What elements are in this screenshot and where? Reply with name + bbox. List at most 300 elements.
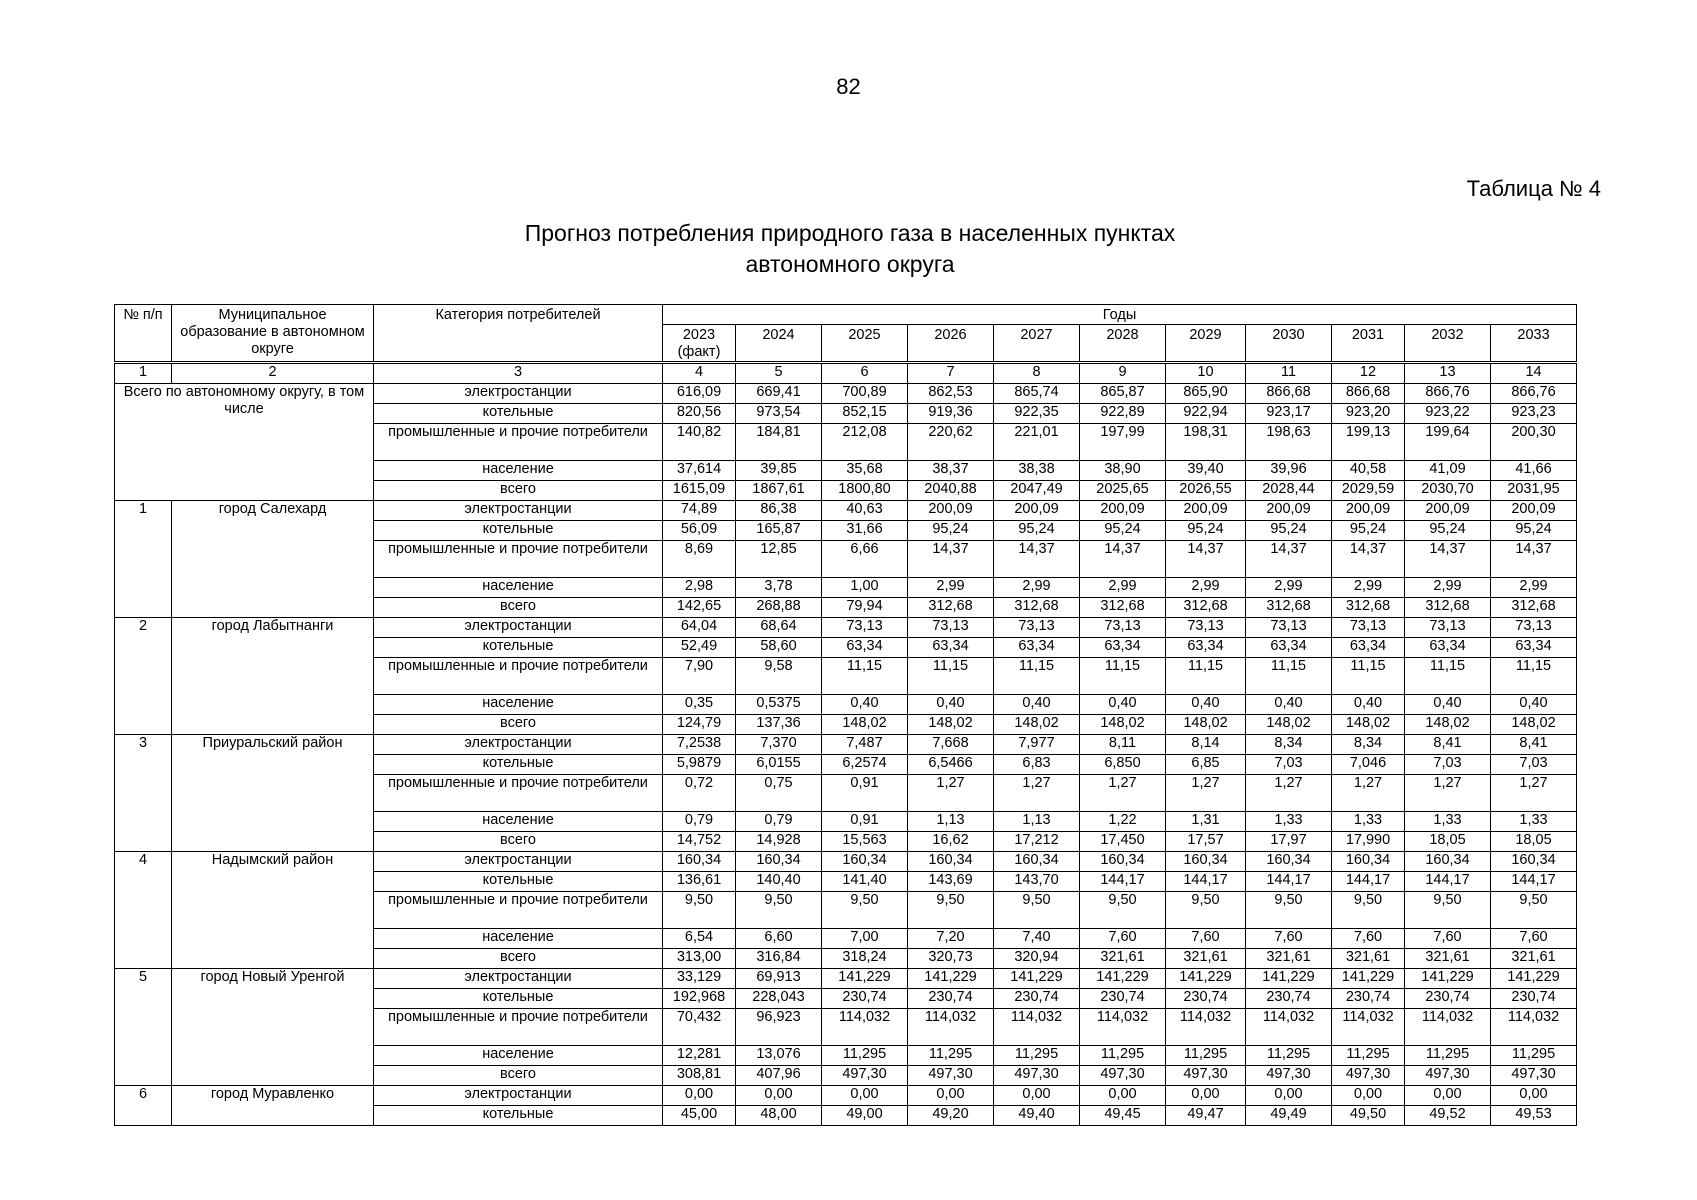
value-cell: 2029,59 [1332,481,1405,501]
value-cell: 8,14 [1166,735,1246,755]
value-cell: 160,34 [736,852,822,872]
value-cell: 2,99 [1405,578,1491,598]
value-cell: 8,34 [1246,735,1332,755]
column-number: 10 [1166,363,1246,384]
value-cell: 1,33 [1246,812,1332,832]
value-cell: 321,61 [1080,949,1166,969]
value-cell: 39,40 [1166,461,1246,481]
value-cell: 141,229 [1332,969,1405,989]
value-cell: 2028,44 [1246,481,1332,501]
value-cell: 497,30 [1166,1066,1246,1086]
value-cell: 200,09 [908,501,994,521]
table-row [115,852,1577,872]
value-cell: 14,37 [1246,541,1332,578]
value-cell: 1,27 [1166,775,1246,812]
value-cell: 114,032 [1246,1009,1332,1046]
value-cell: 7,03 [1491,755,1577,775]
value-cell: 862,53 [908,384,994,404]
value-cell: 0,00 [994,1086,1080,1106]
value-cell: 160,34 [1246,852,1332,872]
value-cell: 616,09 [663,384,736,404]
value-cell: 114,032 [994,1009,1080,1046]
value-cell: 148,02 [1405,715,1491,735]
value-cell: 2,99 [1491,578,1577,598]
value-cell: 497,30 [1491,1066,1577,1086]
value-cell: 0,40 [1332,695,1405,715]
value-cell: 160,34 [663,852,736,872]
value-cell: 33,129 [663,969,736,989]
value-cell: 9,58 [736,658,822,695]
value-cell: 9,50 [663,892,736,929]
value-cell: 0,35 [663,695,736,715]
column-number-row [115,363,1577,384]
value-cell: 923,23 [1491,404,1577,424]
value-cell: 228,043 [736,989,822,1009]
value-cell: 142,65 [663,598,736,618]
value-cell: 1,31 [1166,812,1246,832]
value-cell: 73,13 [1405,618,1491,638]
group-name: город Лабытнанги [172,618,374,735]
value-cell: 1867,61 [736,481,822,501]
value-cell: 37,614 [663,461,736,481]
value-cell: 48,00 [736,1106,822,1126]
value-cell: 49,47 [1166,1106,1246,1126]
table-row [115,618,1577,638]
value-cell: 1,13 [908,812,994,832]
value-cell: 200,09 [1491,501,1577,521]
value-cell: 268,88 [736,598,822,618]
value-cell: 320,94 [994,949,1080,969]
value-cell: 230,74 [908,989,994,1009]
value-cell: 0,00 [1405,1086,1491,1106]
value-cell: 9,50 [1491,892,1577,929]
value-cell: 114,032 [1332,1009,1405,1046]
value-cell: 2030,70 [1405,481,1491,501]
value-cell: 148,02 [908,715,994,735]
value-cell: 6,54 [663,929,736,949]
value-cell: 141,229 [994,969,1080,989]
value-cell: 11,15 [822,658,908,695]
value-cell: 1,27 [1332,775,1405,812]
value-cell: 14,37 [1080,541,1166,578]
header-year-10 [1491,325,1577,363]
value-cell: 220,62 [908,424,994,461]
value-cell: 1,27 [908,775,994,812]
value-cell: 7,046 [1332,755,1405,775]
value-cell: 200,09 [1080,501,1166,521]
value-cell: 38,37 [908,461,994,481]
value-cell: 2047,49 [994,481,1080,501]
value-cell: 49,45 [1080,1106,1166,1126]
value-cell: 866,76 [1405,384,1491,404]
value-cell: 15,563 [822,832,908,852]
value-cell: 8,69 [663,541,736,578]
value-cell: 0,40 [994,695,1080,715]
value-cell: 497,30 [994,1066,1080,1086]
column-number: 12 [1332,363,1405,384]
value-cell: 308,81 [663,1066,736,1086]
value-cell: 148,02 [1080,715,1166,735]
value-cell: 230,74 [822,989,908,1009]
value-cell: 45,00 [663,1106,736,1126]
table-body [115,363,1577,1126]
value-cell: 95,24 [908,521,994,541]
value-cell: 18,05 [1491,832,1577,852]
value-cell: 148,02 [822,715,908,735]
value-cell: 2026,55 [1166,481,1246,501]
value-cell: 73,13 [994,618,1080,638]
value-cell: 39,96 [1246,461,1332,481]
value-cell: 497,30 [1246,1066,1332,1086]
value-cell: 11,295 [1332,1046,1405,1066]
group-name: Надымский район [172,852,374,969]
column-number: 4 [663,363,736,384]
consumer-category: всего [374,481,663,501]
value-cell: 17,212 [994,832,1080,852]
consumer-category: население [374,461,663,481]
consumer-category: промышленные и прочие потребители [374,424,663,461]
value-cell: 2,98 [663,578,736,598]
value-cell: 68,64 [736,618,822,638]
value-cell: 11,15 [1491,658,1577,695]
value-cell: 114,032 [908,1009,994,1046]
value-cell: 14,752 [663,832,736,852]
value-cell: 14,37 [1332,541,1405,578]
value-cell: 73,13 [1166,618,1246,638]
value-cell: 9,50 [1332,892,1405,929]
value-cell: 13,076 [736,1046,822,1066]
value-cell: 6,83 [994,755,1080,775]
header-municipality: Муниципальное образование в автономном округе [172,305,374,363]
value-cell: 1800,80 [822,481,908,501]
value-cell: 200,09 [1405,501,1491,521]
value-cell: 1,33 [1491,812,1577,832]
header-year-label: 2033 [1517,327,1550,343]
value-cell: 124,79 [663,715,736,735]
value-cell: 497,30 [908,1066,994,1086]
header-year-6 [1166,325,1246,363]
value-cell: 1615,09 [663,481,736,501]
value-cell: 0,40 [822,695,908,715]
value-cell: 144,17 [1166,872,1246,892]
consumer-category: электростанции [374,501,663,521]
value-cell: 41,09 [1405,461,1491,481]
header-num: № п/п [115,305,172,363]
value-cell: 141,229 [822,969,908,989]
consumer-category: промышленные и прочие потребители [374,541,663,578]
value-cell: 148,02 [994,715,1080,735]
value-cell: 9,50 [908,892,994,929]
header-year-note: (факт) [677,344,721,360]
consumer-category: котельные [374,872,663,892]
value-cell: 18,05 [1405,832,1491,852]
value-cell: 866,68 [1332,384,1405,404]
value-cell: 79,94 [822,598,908,618]
value-cell: 973,54 [736,404,822,424]
value-cell: 0,40 [1166,695,1246,715]
value-cell: 865,90 [1166,384,1246,404]
value-cell: 11,295 [822,1046,908,1066]
value-cell: 11,295 [908,1046,994,1066]
value-cell: 320,73 [908,949,994,969]
value-cell: 140,82 [663,424,736,461]
value-cell: 0,00 [736,1086,822,1106]
value-cell: 923,17 [1246,404,1332,424]
value-cell: 6,60 [736,929,822,949]
value-cell: 0,40 [1080,695,1166,715]
value-cell: 2031,95 [1491,481,1577,501]
value-cell: 35,68 [822,461,908,481]
value-cell: 7,60 [1332,929,1405,949]
value-cell: 49,20 [908,1106,994,1126]
value-cell: 41,66 [1491,461,1577,481]
value-cell: 7,668 [908,735,994,755]
consumer-category: население [374,929,663,949]
value-cell: 7,60 [1080,929,1166,949]
gas-consumption-table [114,304,1577,1126]
value-cell: 407,96 [736,1066,822,1086]
value-cell: 140,40 [736,872,822,892]
value-cell: 7,03 [1246,755,1332,775]
value-cell: 0,40 [1491,695,1577,715]
value-cell: 95,24 [1332,521,1405,541]
consumer-category: население [374,578,663,598]
value-cell: 49,50 [1332,1106,1405,1126]
value-cell: 230,74 [1166,989,1246,1009]
consumer-category: всего [374,832,663,852]
value-cell: 63,34 [994,638,1080,658]
value-cell: 0,40 [1246,695,1332,715]
value-cell: 922,35 [994,404,1080,424]
header-row [115,305,1577,325]
value-cell: 312,68 [1080,598,1166,618]
value-cell: 73,13 [822,618,908,638]
value-cell: 12,85 [736,541,822,578]
group-number: 6 [115,1086,172,1126]
value-cell: 12,281 [663,1046,736,1066]
value-cell: 1,27 [1491,775,1577,812]
value-cell: 312,68 [1491,598,1577,618]
value-cell: 2,99 [994,578,1080,598]
column-number: 7 [908,363,994,384]
value-cell: 865,87 [1080,384,1166,404]
value-cell: 63,34 [1491,638,1577,658]
value-cell: 7,2538 [663,735,736,755]
value-cell: 866,76 [1491,384,1577,404]
value-cell: 95,24 [1166,521,1246,541]
value-cell: 820,56 [663,404,736,424]
value-cell: 497,30 [1405,1066,1491,1086]
value-cell: 49,52 [1405,1106,1491,1126]
value-cell: 148,02 [1246,715,1332,735]
header-year-2 [822,325,908,363]
value-cell: 497,30 [1080,1066,1166,1086]
value-cell: 95,24 [1246,521,1332,541]
value-cell: 73,13 [1080,618,1166,638]
value-cell: 7,90 [663,658,736,695]
value-cell: 200,09 [1332,501,1405,521]
value-cell: 230,74 [1405,989,1491,1009]
consumer-category: промышленные и прочие потребители [374,892,663,929]
value-cell: 114,032 [1491,1009,1577,1046]
value-cell: 212,08 [822,424,908,461]
value-cell: 58,60 [736,638,822,658]
value-cell: 95,24 [1405,521,1491,541]
value-cell: 11,15 [1080,658,1166,695]
value-cell: 11,15 [1405,658,1491,695]
value-cell: 148,02 [1332,715,1405,735]
value-cell: 1,27 [1080,775,1166,812]
value-cell: 1,00 [822,578,908,598]
value-cell: 312,68 [908,598,994,618]
table-row [115,384,1577,404]
value-cell: 11,15 [908,658,994,695]
value-cell: 114,032 [1080,1009,1166,1046]
value-cell: 144,17 [1080,872,1166,892]
column-number: 14 [1491,363,1577,384]
value-cell: 312,68 [994,598,1080,618]
value-cell: 312,68 [1332,598,1405,618]
header-year-label: 2031 [1351,327,1385,343]
value-cell: 52,49 [663,638,736,658]
value-cell: 11,295 [1246,1046,1332,1066]
group-number: 5 [115,969,172,1086]
value-cell: 7,487 [822,735,908,755]
column-number: 5 [736,363,822,384]
value-cell: 63,34 [1246,638,1332,658]
value-cell: 137,36 [736,715,822,735]
value-cell: 7,20 [908,929,994,949]
header-year-9 [1405,325,1491,363]
header-year-label: 2026 [934,327,967,343]
value-cell: 852,15 [822,404,908,424]
value-cell: 312,68 [1166,598,1246,618]
header-category: Категория потребителей [374,305,663,363]
value-cell: 14,37 [1166,541,1246,578]
consumer-category: электростанции [374,1086,663,1106]
value-cell: 11,295 [1080,1046,1166,1066]
value-cell: 230,74 [994,989,1080,1009]
value-cell: 9,50 [1246,892,1332,929]
value-cell: 0,00 [908,1086,994,1106]
value-cell: 70,432 [663,1009,736,1046]
value-cell: 922,94 [1166,404,1246,424]
value-cell: 16,62 [908,832,994,852]
value-cell: 14,37 [908,541,994,578]
value-cell: 56,09 [663,521,736,541]
header-year-label: 2024 [762,327,795,343]
value-cell: 11,295 [1491,1046,1577,1066]
consumer-category: население [374,1046,663,1066]
value-cell: 318,24 [822,949,908,969]
value-cell: 8,41 [1405,735,1491,755]
value-cell: 17,990 [1332,832,1405,852]
value-cell: 321,61 [1405,949,1491,969]
value-cell: 7,03 [1405,755,1491,775]
value-cell: 312,68 [1246,598,1332,618]
value-cell: 95,24 [1080,521,1166,541]
value-cell: 0,00 [822,1086,908,1106]
value-cell: 0,72 [663,775,736,812]
value-cell: 63,34 [822,638,908,658]
value-cell: 3,78 [736,578,822,598]
value-cell: 2,99 [1332,578,1405,598]
consumer-category: электростанции [374,735,663,755]
header-year-label: 2023 [682,327,716,343]
value-cell: 144,17 [1246,872,1332,892]
value-cell: 141,229 [1491,969,1577,989]
value-cell: 1,27 [1246,775,1332,812]
value-cell: 160,34 [822,852,908,872]
consumer-category: электростанции [374,852,663,872]
value-cell: 114,032 [1405,1009,1491,1046]
value-cell: 0,91 [822,812,908,832]
value-cell: 63,34 [1332,638,1405,658]
value-cell: 17,450 [1080,832,1166,852]
consumer-category: котельные [374,638,663,658]
group-name: Всего по автономному округу, в том числе [115,384,374,501]
value-cell: 0,91 [822,775,908,812]
header-year-label: 2027 [1020,327,1053,343]
column-number: 13 [1405,363,1491,384]
value-cell: 49,40 [994,1106,1080,1126]
value-cell: 11,295 [1166,1046,1246,1066]
value-cell: 63,34 [1166,638,1246,658]
column-number: 8 [994,363,1080,384]
header-year-label: 2025 [848,327,881,343]
value-cell: 141,40 [822,872,908,892]
value-cell: 9,50 [1080,892,1166,929]
value-cell: 6,5466 [908,755,994,775]
value-cell: 0,5375 [736,695,822,715]
value-cell: 1,33 [1405,812,1491,832]
value-cell: 7,00 [822,929,908,949]
value-cell: 2,99 [1166,578,1246,598]
value-cell: 230,74 [1246,989,1332,1009]
value-cell: 11,15 [1332,658,1405,695]
value-cell: 923,22 [1405,404,1491,424]
column-number: 2 [172,363,374,384]
value-cell: 74,89 [663,501,736,521]
value-cell: 14,37 [1405,541,1491,578]
value-cell: 1,27 [1405,775,1491,812]
header-year-0 [663,325,736,363]
value-cell: 165,87 [736,521,822,541]
value-cell: 9,50 [1405,892,1491,929]
value-cell: 198,63 [1246,424,1332,461]
value-cell: 2025,65 [1080,481,1166,501]
value-cell: 700,89 [822,384,908,404]
value-cell: 0,40 [1405,695,1491,715]
value-cell: 6,85 [1166,755,1246,775]
value-cell: 148,02 [1166,715,1246,735]
value-cell: 5,9879 [663,755,736,775]
value-cell: 49,49 [1246,1106,1332,1126]
value-cell: 866,68 [1246,384,1332,404]
table-label: Таблица № 4 [1466,176,1601,201]
consumer-category: котельные [374,521,663,541]
value-cell: 0,79 [736,812,822,832]
value-cell: 31,66 [822,521,908,541]
column-number: 9 [1080,363,1166,384]
value-cell: 11,295 [1405,1046,1491,1066]
value-cell: 198,31 [1166,424,1246,461]
value-cell: 160,34 [1166,852,1246,872]
value-cell: 316,84 [736,949,822,969]
value-cell: 144,17 [1491,872,1577,892]
value-cell: 312,68 [1405,598,1491,618]
table-row [115,1086,1577,1106]
